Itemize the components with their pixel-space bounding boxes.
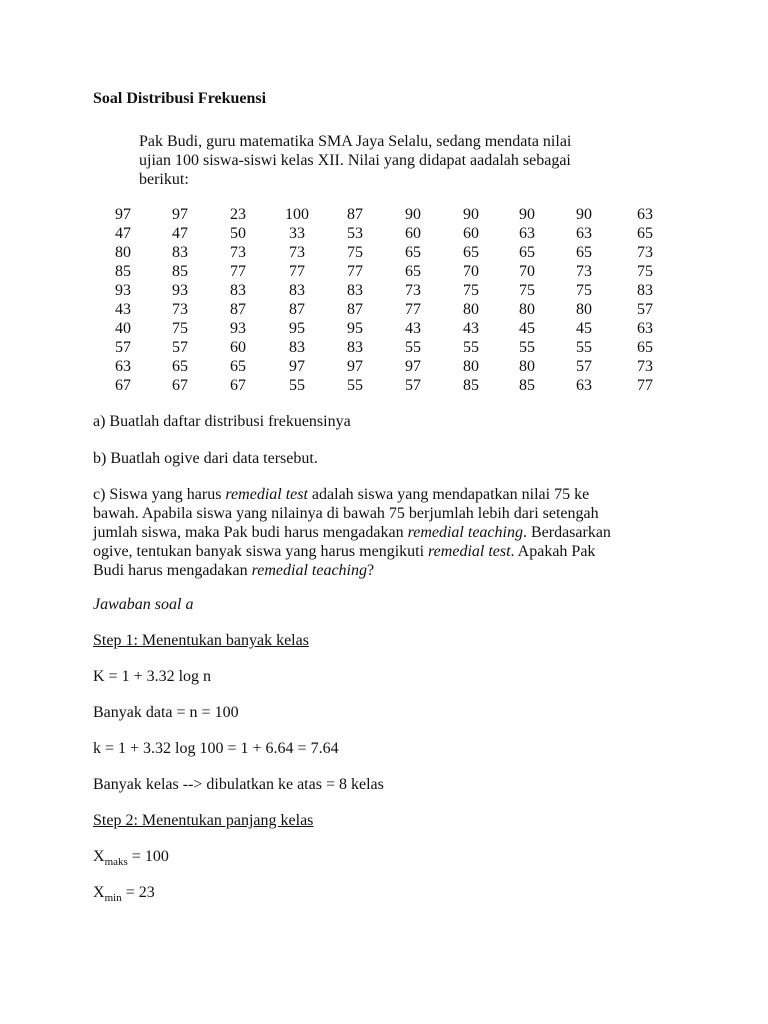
table-cell: 50 bbox=[230, 225, 246, 242]
table-cell: 57 bbox=[115, 339, 131, 356]
table-cell: 45 bbox=[519, 320, 535, 337]
table-cell: 65 bbox=[519, 244, 535, 261]
table-cell: 67 bbox=[230, 377, 246, 394]
table-cell: 77 bbox=[637, 377, 653, 394]
formula-k: K = 1 + 3.32 log n bbox=[93, 668, 212, 685]
table-cell: 83 bbox=[172, 244, 188, 261]
step-1-heading: Step 1: Menentukan banyak kelas bbox=[93, 632, 309, 649]
table-cell: 67 bbox=[172, 377, 188, 394]
table-cell: 85 bbox=[519, 377, 535, 394]
table-cell: 57 bbox=[172, 339, 188, 356]
answer-heading: Jawaban soal a bbox=[93, 596, 194, 613]
question-a: a) Buatlah daftar distribusi frekuensinya bbox=[93, 413, 351, 430]
table-cell: 83 bbox=[637, 282, 653, 299]
table-row bbox=[93, 338, 673, 357]
table-cell: 70 bbox=[519, 263, 535, 280]
table-row bbox=[93, 281, 673, 300]
table-cell: 67 bbox=[115, 377, 131, 394]
table-cell: 87 bbox=[347, 206, 363, 223]
table-cell: 40 bbox=[115, 320, 131, 337]
table-cell: 83 bbox=[230, 282, 246, 299]
table-cell: 55 bbox=[519, 339, 535, 356]
table-cell: 63 bbox=[519, 225, 535, 242]
table-cell: 60 bbox=[230, 339, 246, 356]
table-row bbox=[93, 205, 673, 224]
table-cell: 65 bbox=[172, 358, 188, 375]
table-cell: 65 bbox=[405, 263, 421, 280]
table-row bbox=[93, 224, 673, 243]
table-cell: 97 bbox=[289, 358, 305, 375]
table-cell: 55 bbox=[405, 339, 421, 356]
table-cell: 47 bbox=[115, 225, 131, 242]
banyak-kelas: Banyak kelas --> dibulatkan ke atas = 8 kelas bbox=[93, 776, 384, 793]
table-cell: 53 bbox=[347, 225, 363, 242]
table-cell: 65 bbox=[637, 339, 653, 356]
table-cell: 93 bbox=[172, 282, 188, 299]
intro-paragraph bbox=[139, 132, 679, 189]
banyak-data: Banyak data = n = 100 bbox=[93, 704, 239, 721]
table-row bbox=[93, 262, 673, 281]
table-cell: 97 bbox=[172, 206, 188, 223]
table-cell: 75 bbox=[519, 282, 535, 299]
table-cell: 77 bbox=[405, 301, 421, 318]
table-cell: 55 bbox=[289, 377, 305, 394]
table-cell: 85 bbox=[172, 263, 188, 280]
table-row bbox=[93, 300, 673, 319]
table-cell: 43 bbox=[463, 320, 479, 337]
table-cell: 100 bbox=[285, 206, 309, 223]
table-cell: 73 bbox=[230, 244, 246, 261]
table-row bbox=[93, 243, 673, 262]
question-c-line: bawah. Apabila siswa yang nilainya di bawah 75 berjumlah lebih dari setengah bbox=[93, 505, 599, 522]
table-cell: 63 bbox=[576, 225, 592, 242]
table-cell: 60 bbox=[463, 225, 479, 242]
table-cell: 90 bbox=[405, 206, 421, 223]
table-cell: 47 bbox=[172, 225, 188, 242]
table-cell: 43 bbox=[115, 301, 131, 318]
table-cell: 83 bbox=[289, 339, 305, 356]
intro-line: berikut: bbox=[139, 171, 189, 188]
table-cell: 57 bbox=[576, 358, 592, 375]
step-2-heading: Step 2: Menentukan panjang kelas bbox=[93, 812, 314, 829]
question-c-line: jumlah siswa, maka Pak budi harus mengadakan remedial teaching. Berdasarkan bbox=[93, 524, 611, 541]
table-cell: 63 bbox=[637, 206, 653, 223]
table-cell: 75 bbox=[576, 282, 592, 299]
table-row bbox=[93, 376, 673, 395]
table-cell: 80 bbox=[463, 301, 479, 318]
k-calculation: k = 1 + 3.32 log 100 = 1 + 6.64 = 7.64 bbox=[93, 740, 339, 757]
question-c-line: ogive, tentukan banyak siswa yang harus mengikuti remedial test. Apakah Pak bbox=[93, 543, 596, 560]
table-cell: 77 bbox=[347, 263, 363, 280]
table-cell: 85 bbox=[115, 263, 131, 280]
question-c-line: c) Siswa yang harus remedial test adalah siswa yang mendapatkan nilai 75 ke bbox=[93, 486, 590, 503]
table-row bbox=[93, 357, 673, 376]
table-cell: 77 bbox=[230, 263, 246, 280]
intro-line: Pak Budi, guru matematika SMA Jaya Selalu, sedang mendata nilai bbox=[139, 133, 572, 150]
table-cell: 95 bbox=[347, 320, 363, 337]
question-c bbox=[93, 485, 693, 580]
table-cell: 83 bbox=[289, 282, 305, 299]
table-cell: 77 bbox=[289, 263, 305, 280]
table-cell: 83 bbox=[347, 282, 363, 299]
table-cell: 83 bbox=[347, 339, 363, 356]
table-cell: 75 bbox=[463, 282, 479, 299]
x-maks: $X_{maks} = 100$ bbox=[93, 848, 169, 868]
table-cell: 97 bbox=[347, 358, 363, 375]
table-cell: 65 bbox=[637, 225, 653, 242]
question-b: b) Buatlah ogive dari data tersebut. bbox=[93, 450, 318, 467]
table-cell: 57 bbox=[405, 377, 421, 394]
table-cell: 33 bbox=[289, 225, 305, 242]
intro-line: ujian 100 siswa-siswi kelas XII. Nilai yang didapat aadalah sebagai bbox=[139, 152, 571, 169]
table-cell: 95 bbox=[289, 320, 305, 337]
table-cell: 73 bbox=[576, 263, 592, 280]
table-cell: 75 bbox=[637, 263, 653, 280]
table-cell: 63 bbox=[637, 320, 653, 337]
table-cell: 97 bbox=[405, 358, 421, 375]
table-cell: 75 bbox=[172, 320, 188, 337]
table-cell: 90 bbox=[519, 206, 535, 223]
table-cell: 65 bbox=[576, 244, 592, 261]
table-cell: 65 bbox=[463, 244, 479, 261]
table-cell: 73 bbox=[637, 244, 653, 261]
table-cell: 97 bbox=[115, 206, 131, 223]
table-cell: 43 bbox=[405, 320, 421, 337]
x-min: $X_{min} = 23$ bbox=[93, 884, 155, 904]
table-cell: 55 bbox=[347, 377, 363, 394]
table-cell: 80 bbox=[576, 301, 592, 318]
table-cell: 73 bbox=[405, 282, 421, 299]
table-cell: 93 bbox=[115, 282, 131, 299]
question-c-line: Budi harus mengadakan remedial teaching? bbox=[93, 562, 375, 579]
table-cell: 87 bbox=[347, 301, 363, 318]
score-data-table bbox=[93, 205, 673, 395]
table-cell: 75 bbox=[347, 244, 363, 261]
table-cell: 70 bbox=[463, 263, 479, 280]
table-cell: 87 bbox=[230, 301, 246, 318]
table-cell: 45 bbox=[576, 320, 592, 337]
table-cell: 90 bbox=[463, 206, 479, 223]
document-title: Soal Distribusi Frekuensi bbox=[93, 90, 267, 107]
table-cell: 63 bbox=[576, 377, 592, 394]
table-cell: 73 bbox=[289, 244, 305, 261]
table-cell: 85 bbox=[463, 377, 479, 394]
table-row bbox=[93, 319, 673, 338]
table-cell: 87 bbox=[289, 301, 305, 318]
table-cell: 90 bbox=[576, 206, 592, 223]
table-cell: 63 bbox=[115, 358, 131, 375]
table-cell: 80 bbox=[463, 358, 479, 375]
table-cell: 80 bbox=[519, 358, 535, 375]
table-cell: 80 bbox=[115, 244, 131, 261]
table-cell: 60 bbox=[405, 225, 421, 242]
table-cell: 55 bbox=[463, 339, 479, 356]
table-cell: 73 bbox=[637, 358, 653, 375]
table-cell: 55 bbox=[576, 339, 592, 356]
table-cell: 65 bbox=[405, 244, 421, 261]
table-cell: 93 bbox=[230, 320, 246, 337]
table-cell: 65 bbox=[230, 358, 246, 375]
table-cell: 23 bbox=[230, 206, 246, 223]
table-cell: 73 bbox=[172, 301, 188, 318]
table-cell: 80 bbox=[519, 301, 535, 318]
table-cell: 57 bbox=[637, 301, 653, 318]
